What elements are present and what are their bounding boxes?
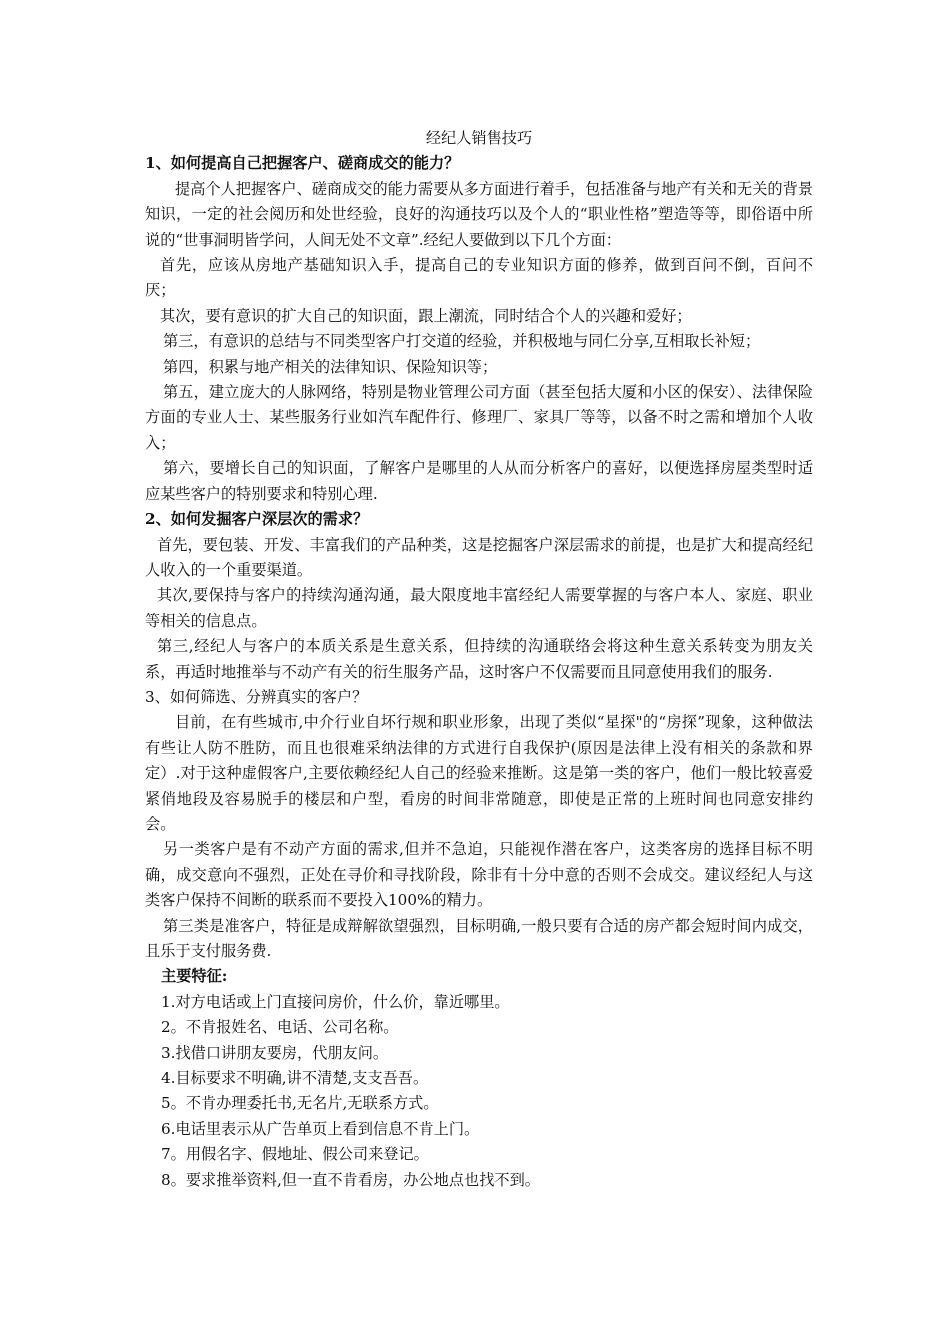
section-2-paragraph-3: 第三,经纪人与客户的本质关系是生意关系，但持续的沟通联络会将这种生意关系转变为朋友关系，再适时地推举与不动产有关的衍生服务产品，这时客户不仅需要而且同意使用我们的服务. — [145, 637, 813, 681]
list-item: 1.对方电话或上门直接问房价，什么价，靠近哪里。 — [161, 992, 510, 1011]
list-item: 4.目标要求不明确,讲不清楚,支支吾吾。 — [161, 1069, 429, 1088]
list-item: 3.找借口讲朋友要房，代朋友问。 — [161, 1043, 389, 1062]
list-item: 5。不肯办理委托书,无名片,无联系方式。 — [161, 1094, 439, 1113]
section-3-paragraph-2: 另一类客户是有不动产方面的需求,但并不急迫，只能视作潜在客户，这类客房的选择目标不明确，成交意向不强烈，正处在寻价和寻找阶段，除非有十分中意的否则不会成交。建议经纪人与这类客户保持不间断的联系而不要投入100%的精力。 — [145, 840, 813, 910]
section-1-paragraph-6: 第六，要增长自己的知识面，了解客户是哪里的人从而分析客户的喜好，以便选择房屋类型时适应某些客户的特别要求和特别心理. — [145, 459, 813, 503]
section-1-paragraph-5: 第五，建立庞大的人脉网络，特别是物业管理公司方面（甚至包括大厦和小区的保安）、法律保险方面的专业人士、某些服务行业如汽车配件行、修理厂、家具厂等等，以备不时之需和增加个人收入； — [145, 383, 813, 452]
section-2-paragraph-2: 其次,要保持与客户的持续沟通沟通，最大限度地丰富经纪人需要掌握的与客户本人、家庭、职业等相关的信息点。 — [145, 586, 813, 630]
list-item: 8。要求推举资料,但一直不肯看房，办公地点也找不到。 — [161, 1170, 540, 1189]
section-2-heading: 2、如何发掘客户深层次的需求？ — [145, 510, 369, 529]
list-item: 2。不肯报姓名、电话、公司名称。 — [161, 1018, 399, 1037]
document-body — [145, 126, 813, 1193]
features-list — [145, 990, 813, 1193]
section-1-heading: 1、如何提高自己把握客户、磋商成交的能力？ — [145, 154, 460, 173]
section-1-paragraph-4: 第四，积累与地产相关的法律知识、保险知识等； — [163, 357, 498, 376]
section-1-paragraph-3: 第三，有意识的总结与不同类型客户打交道的经验，并积极地与同仁分享,互相取长补短； — [163, 332, 761, 351]
document-title: 经纪人销售技巧 — [425, 129, 533, 147]
list-item: 6.电话里表示从广告单页上看到信息不肯上门。 — [161, 1119, 480, 1138]
section-2-paragraph-1: 首先，要包装、开发、丰富我们的产品种类，这是挖掘客户深层需求的前提，也是扩大和提高经纪人收入的一个重要渠道。 — [145, 535, 813, 579]
section-1-intro: 提高个人把握客户、磋商成交的能力需要从多方面进行着手，包括准备与地产有关和无关的背景知识，一定的社会阅历和处世经验，良好的沟通技巧以及个人的“职业性格”塑造等等，即俗语中所说的“世事洞明皆学问，人间无处不文章”.经纪人要做到以下几个方面： — [145, 179, 813, 249]
section-3-paragraph-1: 目前，在有些城市,中介行业自坏行规和职业形象，出现了类似“星探"的“房探”现象，这种做法有些让人防不胜防，而且也很难采纳法律的方式进行自我保护(原因是法律上没有相关的条款和界定）.对于这种虚假客户,主要依赖经纪人自己的经验来推断。这是第一类的客户，他们一般比较喜爱紧俏地段及容易脱手的楼层和户型，看房的时间非常随意，即使是正常的上班时间也同意安排约会。 — [145, 713, 813, 833]
list-item: 7。用假名字、假地址、假公司来登记。 — [161, 1145, 429, 1164]
section-3-paragraph-3: 第三类是准客户，特征是成辩解欲望强烈，目标明确,一般只要有合适的房产都会短时间内成交，且乐于支付服务费. — [145, 916, 813, 960]
features-title: 主要特征: — [161, 967, 228, 986]
section-3-heading: 3、如何筛选、分辨真实的客户？ — [145, 687, 368, 706]
section-1-paragraph-1: 首先，应该从房地产基础知识入手，提高自己的专业知识方面的修养，做到百问不倒，百问不厌； — [145, 256, 813, 300]
section-1-paragraph-2: 其次，要有意识的扩大自己的知识面，跟上潮流，同时结合个人的兴趣和爱好； — [160, 306, 692, 325]
